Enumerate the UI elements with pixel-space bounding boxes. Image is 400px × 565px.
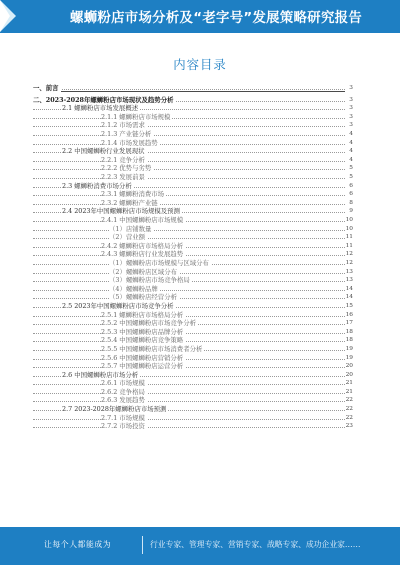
toc-entry[interactable] (33, 233, 353, 242)
toc-entry-page: 10 (345, 225, 353, 232)
toc-entry-page: 18 (345, 337, 353, 344)
toc-entry-page: 19 (345, 345, 353, 352)
toc-entry[interactable] (33, 345, 353, 354)
toc-entry-page: 21 (345, 380, 353, 387)
toc-entry-label: 2.1.2 市场需求 (101, 121, 145, 130)
toc-entry-label: （1）螺蛳粉店市场规模与区域分布 (109, 258, 209, 267)
toc-entry[interactable] (33, 216, 353, 225)
toc-entry[interactable] (33, 285, 353, 294)
footer-tagline: 行业专家、管理专家、营销专家、战略专家、成功企业家…… (150, 540, 361, 549)
toc-entry-label: 2.1.4 市场发展趋势 (101, 138, 158, 147)
toc-entry[interactable] (33, 328, 353, 337)
toc-entry[interactable] (33, 371, 353, 380)
toc-entry-label: （5）螺蛳粉店经营分析 (109, 293, 177, 302)
toc-leader-dots (33, 359, 345, 360)
toc-entry-label: 2.1 螺蛳粉店市场发展概述 (62, 104, 139, 113)
toc-entry[interactable] (33, 268, 353, 277)
toc-leader-dots (33, 290, 345, 291)
toc-entry-label: 2.7 2023-2028年螺蛳粉店市场预测 (62, 405, 167, 414)
toc-entry[interactable] (33, 242, 353, 251)
toc-entry-page: 3 (345, 84, 353, 93)
toc-leader-dots (33, 161, 345, 162)
toc-entry-label: 2.3.1 螺蛳粉消费市场 (101, 190, 165, 199)
toc-entry-label: 2.1.3 产业链分析 (101, 130, 152, 139)
toc-entry[interactable] (33, 121, 353, 130)
toc-leader-dots (33, 178, 345, 179)
toc-entry-label: 二、2023-2028年螺蛳粉店市场现状及趋势分析 (33, 95, 174, 104)
toc-entry[interactable] (33, 164, 353, 173)
toc-entry-page: 22 (345, 397, 353, 404)
toc-entry[interactable] (33, 388, 353, 397)
toc-leader-dots (33, 393, 345, 394)
toc-entry[interactable] (33, 276, 353, 285)
toc-entry-label: （3）螺蛳粉店市场竞争格局 (109, 276, 190, 285)
toc-entry-label: （2）螺蛳粉店区域分布 (109, 267, 177, 276)
report-title: 螺蛳粉店市场分析及“老字号”发展策略研究报告 (70, 11, 363, 26)
toc-entry-page: 4 (345, 147, 353, 156)
toc-entry[interactable] (33, 225, 353, 234)
toc-entry-page: 3 (345, 104, 353, 113)
toc-entry[interactable] (33, 182, 353, 191)
toc-entry-label: 2.5.2 中国螺蛳粉店市场竞争分析 (101, 319, 196, 328)
toc-entry[interactable] (33, 422, 353, 431)
toc-entry[interactable] (33, 405, 353, 414)
toc-entry[interactable] (33, 362, 353, 371)
toc-entry-label: 2.3.2 螺蛳粉产业链 (101, 198, 158, 207)
toc-entry[interactable] (33, 207, 353, 216)
toc-entry-page: 9 (345, 207, 353, 216)
toc-leader-dots (33, 273, 345, 274)
toc-entry-page: 13 (345, 277, 353, 284)
header-band (0, 0, 400, 33)
toc-entry-label: 2.4.3 螺蛳粉店行业发展趋势 (101, 250, 184, 259)
toc-leader-dots (33, 341, 345, 342)
toc-entry[interactable] (33, 96, 353, 105)
toc-entry-label: 2.5.3 中国螺蛳粉店品牌分析 (101, 327, 184, 336)
toc-entry-page: 11 (345, 242, 353, 249)
toc-entry[interactable] (33, 293, 353, 302)
toc-entry-label: 2.4.2 螺蛳粉店市场格局分析 (101, 241, 184, 250)
toc-entry-page: 6 (345, 182, 353, 191)
toc-entry-page: 21 (345, 388, 353, 395)
toc-entry-label: 2.3 螺蛳粉消费市场分析 (62, 181, 132, 190)
toc-leader-dots (33, 247, 345, 248)
toc-leader-dots (33, 333, 345, 334)
toc-entry-label: （4）螺蛳粉品牌 (109, 284, 158, 293)
toc-leader-dots (33, 230, 345, 231)
toc-entry-page: 4 (345, 156, 353, 165)
toc-entry-label: 2.6.1 市场规模 (101, 379, 145, 388)
toc-leader-dots (33, 316, 345, 317)
toc-entry[interactable] (33, 190, 353, 199)
toc-entry-page: 18 (345, 328, 353, 335)
toc-entry[interactable] (33, 173, 353, 182)
toc-entry-label: 2.5.7 中国螺蛳粉店运营分析 (101, 362, 184, 371)
toc-entry-page: 12 (345, 259, 353, 266)
toc-entry[interactable] (33, 104, 353, 113)
toc-entry-label: 2.2 中国螺蛳粉行业发展现状 (62, 147, 145, 156)
toc-entry-page: 5 (345, 164, 353, 173)
toc-entry-page: 6 (345, 190, 353, 199)
toc-entry-label: 2.5.6 中国螺蛳粉店营销分析 (101, 353, 184, 362)
toc-entry-label: 2.5.1 螺蛳粉店市场格局分析 (101, 310, 184, 319)
toc-entry-label: 2.6.3 发展趋势 (101, 396, 145, 405)
toc-entry-page: 8 (345, 199, 353, 208)
toc-entry[interactable] (33, 139, 353, 148)
toc-entry-label: （1）店铺数量 (109, 224, 152, 233)
toc-leader-dots (33, 367, 345, 368)
toc-entry-page: 15 (345, 302, 353, 309)
toc-leader-dots (33, 144, 345, 145)
toc-entry-label: 2.4.1 中国螺蛳粉店市场规模 (101, 216, 184, 224)
toc-entry[interactable] (33, 84, 353, 93)
toc-entry-page: 12 (345, 251, 353, 258)
toc-leader-dots (33, 255, 345, 256)
toc-entry[interactable] (33, 311, 353, 320)
toc-leader-dots (33, 169, 345, 170)
toc-entry-page: 14 (345, 285, 353, 292)
toc-entry-page: 23 (345, 423, 353, 430)
toc-entry[interactable] (33, 302, 353, 311)
toc-entry-page: 14 (345, 294, 353, 301)
toc-entry-page: 16 (345, 311, 353, 318)
toc-title: 内容目录 (173, 57, 227, 72)
toc-entry[interactable] (33, 250, 353, 259)
toc-entry[interactable] (33, 396, 353, 405)
toc-entry[interactable] (33, 354, 353, 363)
toc-leader-dots (33, 401, 345, 402)
toc-leader-dots (33, 204, 345, 205)
toc-entry-label: 2.1.1 螺蛳粉店市场规模 (101, 112, 171, 121)
toc-entry-page: 20 (345, 371, 353, 378)
footer-band (0, 527, 400, 565)
toc-leader-dots (33, 427, 345, 428)
toc-leader-dots (33, 89, 345, 90)
toc-entry-label: 2.4 2023年中国螺蛳粉店市场规模及预测 (62, 207, 180, 216)
footer-slogan: 让每个人都能成为 (44, 540, 112, 549)
footer-divider (142, 536, 143, 554)
toc-entry-label: 2.2.1 竞争分析 (101, 155, 145, 164)
toc-entry-page: 5 (345, 173, 353, 182)
toc-entry-label: 2.5.5 中国螺蛳粉店市场消费者分析 (101, 344, 203, 353)
toc-entry[interactable] (33, 156, 353, 165)
toc-entry-page: 13 (345, 268, 353, 275)
toc-entry-label: 一、前言 (33, 84, 59, 92)
table-of-contents (33, 84, 353, 431)
toc-leader-dots (33, 238, 345, 239)
toc-entry-page: 19 (345, 354, 353, 361)
header-arrow-decoration-inner (0, 0, 10, 32)
toc-leader-dots (33, 298, 345, 299)
toc-entry-page: 3 (345, 96, 353, 105)
toc-entry-label: （2）营业额 (109, 233, 146, 242)
toc-entry-label: 2.5 2023年中国螺蛳粉店市场竞争分析 (62, 301, 174, 310)
toc-entry-label: 2.2.3 发展前景 (101, 173, 145, 182)
toc-entry-page: 4 (345, 139, 353, 148)
toc-entry-page: 3 (345, 113, 353, 122)
toc-entry-label: 2.2.2 优势与劣势 (101, 164, 152, 173)
toc-entry[interactable] (33, 319, 353, 328)
toc-leader-dots (33, 419, 345, 420)
toc-entry-page: 22 (345, 414, 353, 421)
toc-entry-page: 4 (345, 130, 353, 139)
toc-entry-label: 2.7.1 市场规模 (101, 413, 145, 422)
toc-entry[interactable] (33, 113, 353, 122)
toc-entry[interactable] (33, 147, 353, 156)
toc-leader-dots (33, 195, 345, 196)
toc-entry-page: 10 (345, 217, 353, 223)
toc-leader-dots (33, 126, 345, 127)
toc-entry-page: 11 (345, 234, 353, 241)
toc-entry-label: 2.5.4 中国螺蛳粉店竞争策略 (101, 336, 184, 345)
toc-entry-label: 2.7.2 市场投资 (101, 422, 145, 431)
toc-entry[interactable] (33, 414, 353, 423)
toc-entry-page: 17 (345, 320, 353, 327)
toc-entry-page: 22 (345, 406, 353, 413)
toc-entry[interactable] (33, 379, 353, 388)
toc-entry[interactable] (33, 336, 353, 345)
toc-entry-page: 20 (345, 363, 353, 370)
toc-entry-label: 2.6.2 竞争格局 (101, 387, 145, 396)
toc-entry-page: 3 (345, 121, 353, 130)
toc-leader-dots (33, 221, 345, 222)
toc-entry-label: 2.6 中国螺蛳粉店市场分析 (62, 370, 139, 379)
toc-entry[interactable] (33, 259, 353, 268)
toc-leader-dots (33, 135, 345, 136)
toc-entry[interactable] (33, 130, 353, 139)
toc-leader-dots (33, 118, 345, 119)
toc-leader-dots (33, 384, 345, 385)
